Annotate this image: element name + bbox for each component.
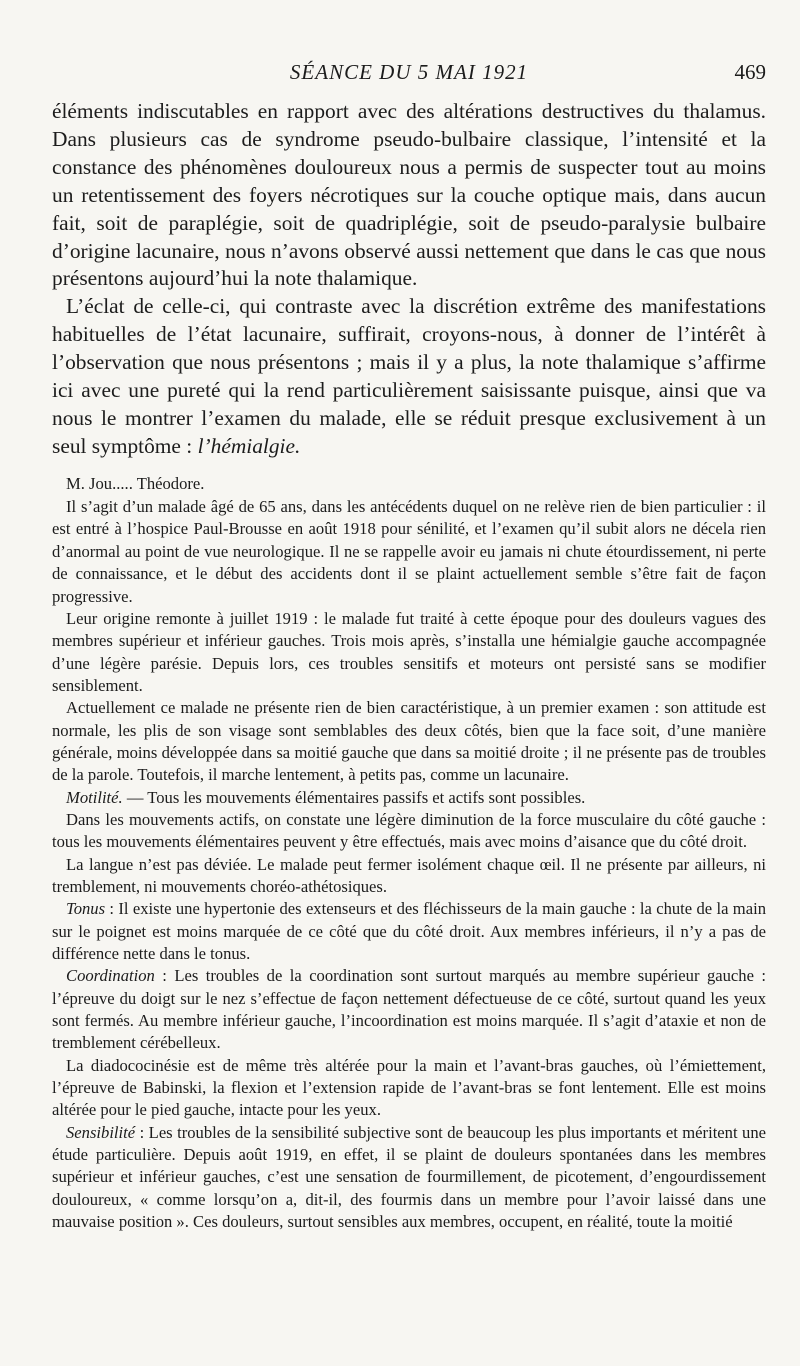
- paragraph-intro: éléments indiscutables en rapport avec des altérations destructives du thalamus. Dans plusieurs cas de syndrome pseudo-bulbaire classique, l’intensité et la constance des phénomènes douloureux nous a permis de suspecter tout au moins un retentissement des foyers nécrotiques sur la couche optique mais, dans aucun fait, soit de paraplégie, soit de quadriplégie, soit de pseudo-paralysie bulbaire d’origine lacunaire, nous n’avons observé aussi nettement que dans le cas que nous présentons aujourd’hui la note thalamique.: [52, 99, 766, 291]
- tonus-label: Tonus: [66, 899, 106, 919]
- running-title: SÉANCE DU 5 MAI 1921: [289, 60, 529, 84]
- paragraph-tongue: La langue n’est pas déviée. Le malade peut fermer isolément chaque œil. Il ne présente par ailleurs, ni tremblement, ni mouvements choréo-athétosiques.: [52, 854, 766, 896]
- sensibilite-text: : Les troubles de la sensibilité subjective sont de beaucoup les plus importants et méritent une étude particulière. Depuis août 1919, en effet, il se plaint de douleurs spontanées dans les membres supérieur et inférieur gauches, c’est une sensation de fourmillement, de picotement, d’engourdissement douloureux, « comme lorsqu’on a, dit-il, des fourmis dans un membre pour l’avoir laissé dans une mauvaise position ». Ces douleurs, surtout sensibles aux membres, occupent, en réalité, toute la moitié: [52, 1122, 766, 1232]
- paragraph-coordination: [52, 965, 766, 1054]
- paragraph-origin: Leur origine remonte à juillet 1919 : le malade fut traité à cette époque pour des douleurs vagues des membres supérieur et inférieur gauches. Trois mois après, s’installa une hémialgie gauche accompagnée d’une légère parésie. Depuis lors, ces troubles sensitifs et moteurs ont persisté sans se modifier sensiblement.: [52, 608, 766, 695]
- motilite-label: Motilité.: [66, 787, 123, 807]
- coordination-text: : Les troubles de la coordination sont surtout marqués au membre supérieur gauche : l’épreuve du doigt sur le nez s’effectue de façon nettement défectueuse de ce côté, surtout quand les yeux sont fermés. Au membre inférieur gauche, l’incoordination est moins marquée. Il s’agit d’ataxie et non de tremblement cérébelleux.: [52, 966, 766, 1053]
- case-report: [52, 473, 766, 1234]
- motilite-text: — Tous les mouvements élémentaires passifs et actifs sont possibles.: [122, 787, 586, 807]
- paragraph-thalamic-note: [52, 293, 766, 460]
- tonus-text: : Il existe une hypertonie des extenseurs et des fléchisseurs de la main gauche : la chute de la main sur le poignet est moins marquée de ce côté que du côté droit. Aux membres inférieurs, il n’y a pas de différence nette dans le tonus.: [52, 899, 766, 963]
- paragraph-current-state: Actuellement ce malade ne présente rien de bien caractéristique, à un premier examen : son attitude est normale, les plis de son visage sont semblables des deux côtés, bien que la face soit, d’une manière générale, moins développée dans sa moitié gauche que dans sa moitié droite ; il ne présente pas de troubles de la parole. Toutefois, il marche lentement, à petits pas, comme un lacunaire.: [52, 698, 766, 785]
- paragraph-motilite: [52, 787, 766, 809]
- paragraph-active-movements: Dans les mouvements actifs, on constate une légère diminution de la force musculaire du côté gauche : tous les mouvements élémentaires peuvent y être effectués, mais avec moins d’aisance que du côté droit.: [52, 809, 766, 852]
- paragraph-thalamic-note-text: L’éclat de celle-ci, qui contraste avec la discrétion extrême des manifestations habituelles de l’état lacunaire, suffirait, croyons-nous, à donner de l’intérêt à l’observation que nous présentons ; mais il y a plus, la note thalamique s’affirme ici avec une pureté qui la rend particulièrement saisissante puisque, ainsi que va nous le montrer l’examen du malade, elle se réduit presque exclusivement à un seul symptôme :: [52, 294, 766, 458]
- paragraph-sensibilite: [52, 1122, 766, 1234]
- sensibilite-label: Sensibilité: [66, 1122, 136, 1142]
- page-header: [52, 60, 766, 90]
- paragraph-history: Il s’agit d’un malade âgé de 65 ans, dans les antécédents duquel on ne relève rien de bien particulier : il est entré à l’hospice Paul-Brousse en août 1918 pour sénilité, et l’examen qu’il subit alors ne décela rien d’anormal au point de vue neurologique. Il ne se rappelle avoir eu jamais ni chute étourdissement, ni perte de connaissance, et le début des accidents dont il se plaint actuellement semble s’être fait de façon progressive.: [52, 497, 766, 606]
- paragraph-diadococinesie: La diadococinésie est de même très altérée pour la main et l’avant-bras gauches, où l’émiettement, l’épreuve de Babinski, la flexion et l’extension rapide de l’avant-bras se font lentement. Elle est moins altérée pour le pied gauche, intacte pour les yeux.: [52, 1055, 766, 1120]
- page-number: 469: [734, 60, 766, 84]
- coordination-label: Coordination: [66, 966, 155, 986]
- page-body: [52, 98, 766, 1233]
- hemialgie-term: l’hémialgie.: [197, 433, 301, 458]
- patient-line: M. Jou..... Théodore.: [66, 473, 205, 493]
- paragraph-tonus: [52, 898, 766, 965]
